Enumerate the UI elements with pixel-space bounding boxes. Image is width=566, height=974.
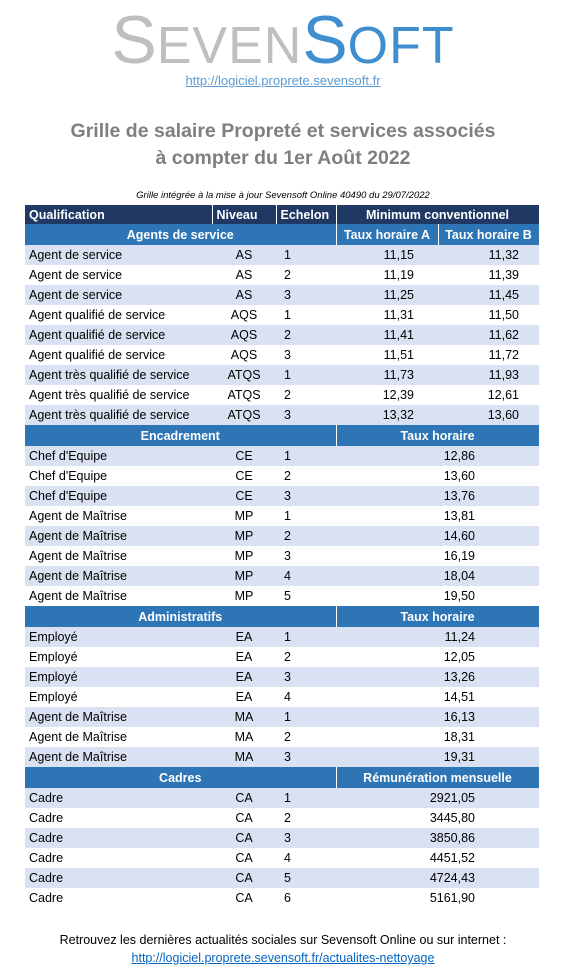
table-row — [25, 526, 539, 546]
qualification-cell: Agent de Maîtrise — [29, 509, 127, 523]
echelon-cell: 1 — [276, 788, 336, 808]
qualification-cell: Cadre — [29, 851, 64, 865]
echelon-cell: 4 — [276, 566, 336, 586]
echelon-cell: 3 — [284, 549, 291, 563]
table-row — [25, 446, 539, 466]
table-row — [25, 586, 539, 606]
niveau-cell: ATQS — [212, 405, 276, 425]
rate-a-cell: 11,15 — [336, 245, 438, 265]
sevensoft-logo — [0, 2, 566, 78]
rate-cell: 12,86 — [336, 446, 539, 466]
rate-cell: 3445,80 — [429, 811, 475, 825]
echelon-cell: 1 — [276, 245, 336, 265]
niveau-cell: ATQS — [212, 365, 276, 385]
niveau-cell: EA — [235, 650, 253, 664]
table-row — [25, 868, 539, 888]
echelon-cell: 5 — [276, 868, 336, 888]
rate-b-cell: 11,50 — [488, 308, 519, 322]
table-row — [25, 506, 539, 526]
rate-cell: 18,04 — [336, 566, 539, 586]
rate-cell: 4724,43 — [336, 868, 539, 888]
rate-b-cell: 11,72 — [488, 348, 519, 362]
page-title-line1: Grille de salaire Propreté et services associés — [70, 120, 496, 142]
section-col: Taux horaire — [336, 606, 539, 627]
echelon-cell: 2 — [284, 650, 291, 664]
qualification-cell: Agent de Maîtrise — [25, 747, 212, 767]
rate-b-cell: 11,93 — [438, 365, 539, 385]
niveau-cell: CE — [212, 446, 276, 466]
niveau-cell: AS — [212, 245, 276, 265]
qualification-cell: Chef d'Equipe — [25, 486, 212, 506]
niveau-cell: AS — [235, 268, 253, 282]
niveau-cell: MP — [212, 526, 276, 546]
niveau-cell: MP — [234, 549, 254, 563]
section-col: Rémunération mensuelle — [336, 767, 539, 788]
niveau-cell: CA — [212, 788, 276, 808]
echelon-cell: 6 — [284, 891, 291, 905]
rate-cell: 4451,52 — [429, 851, 475, 865]
rate-cell: 3850,86 — [336, 828, 539, 848]
echelon-cell: 2 — [276, 526, 336, 546]
qualification-cell: Agent de Maîtrise — [25, 707, 212, 727]
table-row — [25, 486, 539, 506]
niveau-cell: MP — [212, 566, 276, 586]
echelon-cell: 1 — [276, 365, 336, 385]
table-row — [25, 848, 539, 868]
rate-b-cell: 11,62 — [438, 325, 539, 345]
section-col-b: Taux horaire B — [438, 224, 539, 245]
rate-a-cell: 11,51 — [383, 348, 414, 362]
qualification-cell: Cadre — [25, 788, 212, 808]
section-title: Agents de service — [25, 224, 336, 245]
echelon-cell: 2 — [284, 268, 291, 282]
echelon-cell: 3 — [276, 486, 336, 506]
rate-cell: 12,05 — [443, 650, 475, 664]
header-minimum: Minimum conventionnel — [336, 205, 539, 224]
qualification-cell: Agent qualifié de service — [25, 325, 212, 345]
rate-cell: 19,50 — [443, 589, 475, 603]
rate-a-cell: 12,39 — [382, 388, 414, 402]
table-row — [25, 727, 539, 747]
qualification-cell: Employé — [29, 650, 78, 664]
qualification-cell: Cadre — [25, 828, 212, 848]
niveau-cell: AQS — [230, 348, 258, 362]
qualification-cell: Cadre — [29, 811, 64, 825]
niveau-cell: EA — [212, 627, 276, 647]
niveau-cell: CA — [235, 851, 253, 865]
niveau-cell: ATQS — [227, 388, 261, 402]
echelon-cell: 3 — [276, 285, 336, 305]
qualification-cell: Agent de service — [25, 285, 212, 305]
rate-cell: 2921,05 — [336, 788, 539, 808]
table-row — [25, 687, 539, 707]
rate-a-cell: 11,41 — [336, 325, 438, 345]
niveau-cell: EA — [212, 667, 276, 687]
footer-text: Retrouvez les dernières actualités sociales sur Sevensoft Online ou sur internet : — [59, 933, 507, 947]
qualification-cell: Agent de service — [29, 268, 123, 282]
qualification-cell: Cadre — [29, 891, 64, 905]
niveau-cell: CA — [235, 891, 253, 905]
qualification-cell: Agent très qualifié de service — [29, 388, 190, 402]
table-row — [25, 325, 539, 345]
rate-b-cell: 11,45 — [438, 285, 539, 305]
niveau-cell: MP — [234, 509, 254, 523]
echelon-cell: 3 — [276, 828, 336, 848]
rate-cell: 16,13 — [336, 707, 539, 727]
niveau-cell: MP — [234, 589, 254, 603]
table-row — [25, 747, 539, 767]
qualification-cell: Employé — [25, 627, 212, 647]
table-row — [25, 546, 539, 566]
qualification-cell: Agent qualifié de service — [29, 348, 166, 362]
table-row — [25, 707, 539, 727]
rate-a-cell: 11,31 — [383, 308, 414, 322]
qualification-cell: Cadre — [25, 868, 212, 888]
section-header-cadres — [25, 767, 539, 788]
salary-grid-table — [25, 205, 540, 908]
rate-cell: 5161,90 — [429, 891, 475, 905]
niveau-cell: MA — [234, 730, 254, 744]
qualification-cell: Agent qualifié de service — [29, 308, 166, 322]
rate-a-cell: 11,73 — [336, 365, 438, 385]
rate-cell: 19,31 — [336, 747, 539, 767]
section-header-administratifs — [25, 606, 539, 627]
table-row — [25, 285, 539, 305]
echelon-cell: 2 — [284, 811, 291, 825]
niveau-cell: MA — [212, 707, 276, 727]
rate-b-cell: 11,39 — [488, 268, 519, 282]
table-row — [25, 828, 539, 848]
rate-cell: 14,51 — [443, 690, 475, 704]
echelon-cell: 1 — [284, 308, 291, 322]
table-row — [25, 466, 539, 486]
qualification-cell: Agent très qualifié de service — [25, 405, 212, 425]
echelon-cell: 3 — [276, 667, 336, 687]
niveau-cell: CE — [235, 469, 253, 483]
niveau-cell: MA — [212, 747, 276, 767]
echelon-cell: 5 — [284, 589, 291, 603]
table-row — [25, 305, 539, 325]
table-row — [25, 808, 539, 828]
rate-cell: 13,60 — [443, 469, 475, 483]
header-echelon: Echelon — [276, 205, 336, 224]
echelon-cell: 1 — [276, 446, 336, 466]
logo-text-soft: SOFT — [302, 2, 455, 78]
table-row — [25, 405, 539, 425]
update-note: Grille intégrée à la mise à jour Sevensoft Online 40490 du 29/07/2022 — [136, 190, 430, 201]
table-row — [25, 627, 539, 647]
echelon-cell: 3 — [276, 747, 336, 767]
qualification-cell: Agent de Maîtrise — [29, 549, 127, 563]
echelon-cell: 4 — [284, 851, 291, 865]
table-row — [25, 888, 539, 908]
table-row — [25, 245, 539, 265]
qualification-cell: Chef d'Equipe — [25, 446, 212, 466]
section-title: Administratifs — [25, 606, 336, 627]
echelon-cell: 2 — [284, 388, 291, 402]
rate-cell: 14,60 — [336, 526, 539, 546]
table-row — [25, 345, 539, 365]
header-niveau: Niveau — [212, 205, 276, 224]
echelon-cell: 2 — [284, 730, 291, 744]
qualification-cell: Employé — [25, 667, 212, 687]
echelon-cell: 1 — [284, 509, 291, 523]
rate-b-cell: 13,60 — [438, 405, 539, 425]
rate-cell: 13,81 — [443, 509, 475, 523]
rate-a-cell: 11,19 — [383, 268, 414, 282]
niveau-cell: AQS — [212, 325, 276, 345]
echelon-cell: 4 — [284, 690, 291, 704]
rate-cell: 11,24 — [336, 627, 539, 647]
table-row — [25, 265, 539, 285]
qualification-cell: Agent de Maîtrise — [25, 526, 212, 546]
niveau-cell: AS — [212, 285, 276, 305]
page-title — [0, 118, 566, 172]
section-header-agents — [25, 224, 539, 245]
qualification-cell: Agent très qualifié de service — [25, 365, 212, 385]
logo-text-seven: SEVEN — [111, 2, 303, 78]
niveau-cell: CE — [212, 486, 276, 506]
table-row — [25, 788, 539, 808]
qualification-cell: Agent de service — [25, 245, 212, 265]
rate-a-cell: 13,32 — [336, 405, 438, 425]
rate-cell: 13,76 — [336, 486, 539, 506]
qualification-cell: Agent de Maîtrise — [29, 589, 127, 603]
qualification-cell: Chef d'Equipe — [29, 469, 108, 483]
niveau-cell: CA — [212, 868, 276, 888]
table-row — [25, 365, 539, 385]
niveau-cell: AQS — [230, 308, 258, 322]
echelon-cell: 3 — [284, 348, 291, 362]
qualification-cell: Agent de Maîtrise — [25, 566, 212, 586]
qualification-cell: Employé — [29, 690, 78, 704]
section-title: Cadres — [25, 767, 336, 788]
footer — [0, 931, 566, 967]
table-row — [25, 566, 539, 586]
echelon-cell: 3 — [276, 405, 336, 425]
echelon-cell: 2 — [276, 325, 336, 345]
niveau-cell: CA — [212, 828, 276, 848]
echelon-cell: 2 — [284, 469, 291, 483]
qualification-cell: Agent de Maîtrise — [29, 730, 127, 744]
rate-cell: 16,19 — [443, 549, 475, 563]
niveau-cell: CA — [235, 811, 253, 825]
niveau-cell: EA — [235, 690, 253, 704]
rate-a-cell: 11,25 — [336, 285, 438, 305]
header-qualification: Qualification — [25, 205, 212, 224]
table-header-row — [25, 205, 539, 224]
table-row — [25, 385, 539, 405]
rate-cell: 18,31 — [443, 730, 475, 744]
section-title: Encadrement — [25, 425, 336, 446]
rate-b-cell: 12,61 — [487, 388, 519, 402]
table-row — [25, 647, 539, 667]
rate-cell: 13,26 — [336, 667, 539, 687]
echelon-cell: 1 — [276, 707, 336, 727]
section-col: Taux horaire — [336, 425, 539, 446]
echelon-cell: 1 — [276, 627, 336, 647]
footer-link[interactable]: http://logiciel.proprete.sevensoft.fr/actualites-nettoyage — [131, 951, 435, 965]
table-row — [25, 667, 539, 687]
rate-b-cell: 11,32 — [438, 245, 539, 265]
section-header-encadrement — [25, 425, 539, 446]
page-title-line2: à compter du 1er Août 2022 — [155, 147, 411, 169]
logo-url-link[interactable]: http://logiciel.proprete.sevensoft.fr — [185, 73, 381, 88]
section-col-a: Taux horaire A — [336, 224, 438, 245]
